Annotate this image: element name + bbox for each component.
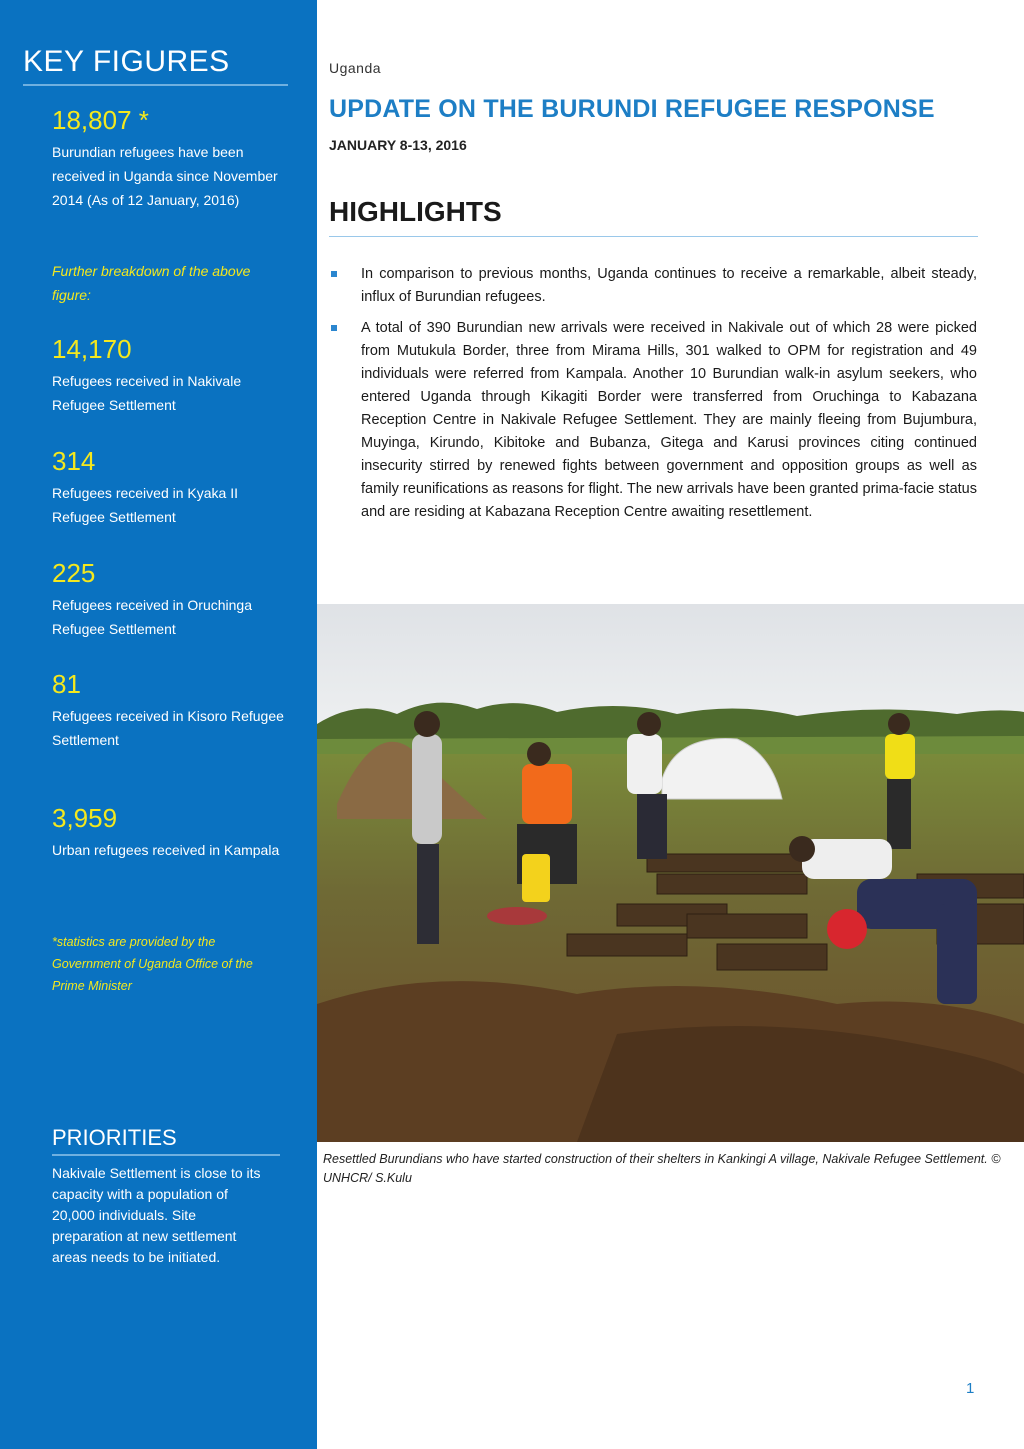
figure-value: 3,959 — [52, 803, 118, 833]
figure-desc: Refugees received in Nakivale Refugee Settlement — [52, 373, 242, 413]
photo-illustration — [317, 604, 1024, 1142]
figure-value: 225 — [52, 558, 96, 588]
key-figures-sidebar — [0, 0, 317, 1449]
headline-figure-value: 18,807 * — [52, 105, 149, 135]
bullet-icon — [331, 325, 337, 331]
bullet-icon — [331, 271, 337, 277]
highlight-item — [329, 263, 977, 309]
field-photo — [317, 604, 1024, 1142]
stats-source-note: *statistics are provided by the Government of Uganda Office of the Prime Minister — [52, 935, 253, 993]
page-number: 1 — [966, 1380, 975, 1397]
figure-kampala — [52, 803, 292, 862]
key-figures-title: KEY FIGURES — [23, 44, 288, 86]
figure-nakivale — [52, 334, 292, 417]
figure-value: 314 — [52, 446, 96, 476]
headline-figure — [52, 105, 292, 212]
figure-oruchinga — [52, 558, 292, 641]
priorities-text: Nakivale Settlement is close to its capacity with a population of 20,000 individuals. Site preparation at new settlement areas needs to be initiated. — [52, 1165, 261, 1265]
figure-kisoro — [52, 669, 292, 752]
page-title: UPDATE ON THE BURUNDI REFUGEE RESPONSE — [329, 95, 935, 123]
country-label: Uganda — [329, 60, 382, 76]
highlight-text: A total of 390 Burundian new arrivals were received in Nakivale out of which 28 were picked from Mutukula Border, three from Mirama Hills, 301 walked to OPM for registration and 49 individuals were referred from Kampala. Another 10 Burundian walk-in asylum seekers, who entered Uganda through Kikagiti Border were transferred from Oruchinga to Kabazana Reception Centre in Nakivale Refugee Settlement. They are mainly fleeing from Bujumbura, Muyinga, Kirundo, Kibitoke and Bubanza, Gitega and Karusi provinces citing continued insecurity stirred by renewed fights between government and opposition groups as well as family reunifications as reasons for flight. The new arrivals have been granted prima-facie status and are residing at Kabazana Reception Centre awaiting resettlement. — [361, 320, 977, 520]
figure-value: 81 — [52, 669, 81, 699]
photo-caption: Resettled Burundians who have started construction of their shelters in Kankingi A village, Nakivale Refugee Settlement. © UNHCR/ S.Kulu — [323, 1152, 1001, 1185]
figure-value: 14,170 — [52, 334, 132, 364]
figure-desc: Urban refugees received in Kampala — [52, 842, 280, 858]
highlights-title: HIGHLIGHTS — [329, 196, 978, 237]
highlight-text: In comparison to previous months, Uganda continues to receive a remarkable, albeit steady, influx of Burundian refugees. — [361, 266, 977, 305]
figure-kyaka — [52, 446, 292, 529]
priorities-title: PRIORITIES — [52, 1124, 280, 1156]
breakdown-note: Further breakdown of the above figure: — [52, 263, 251, 303]
figure-desc: Refugees received in Oruchinga Refugee Settlement — [52, 597, 253, 637]
figure-desc: Refugees received in Kisoro Refugee Settlement — [52, 708, 284, 748]
figure-desc: Refugees received in Kyaka II Refugee Settlement — [52, 485, 238, 525]
headline-figure-desc: Burundian refugees have been received in Uganda since November 2014 (As of 12 January, 2016) — [52, 144, 278, 208]
highlight-item — [329, 317, 977, 524]
report-date: JANUARY 8-13, 2016 — [329, 137, 467, 153]
highlights-list — [329, 263, 977, 532]
